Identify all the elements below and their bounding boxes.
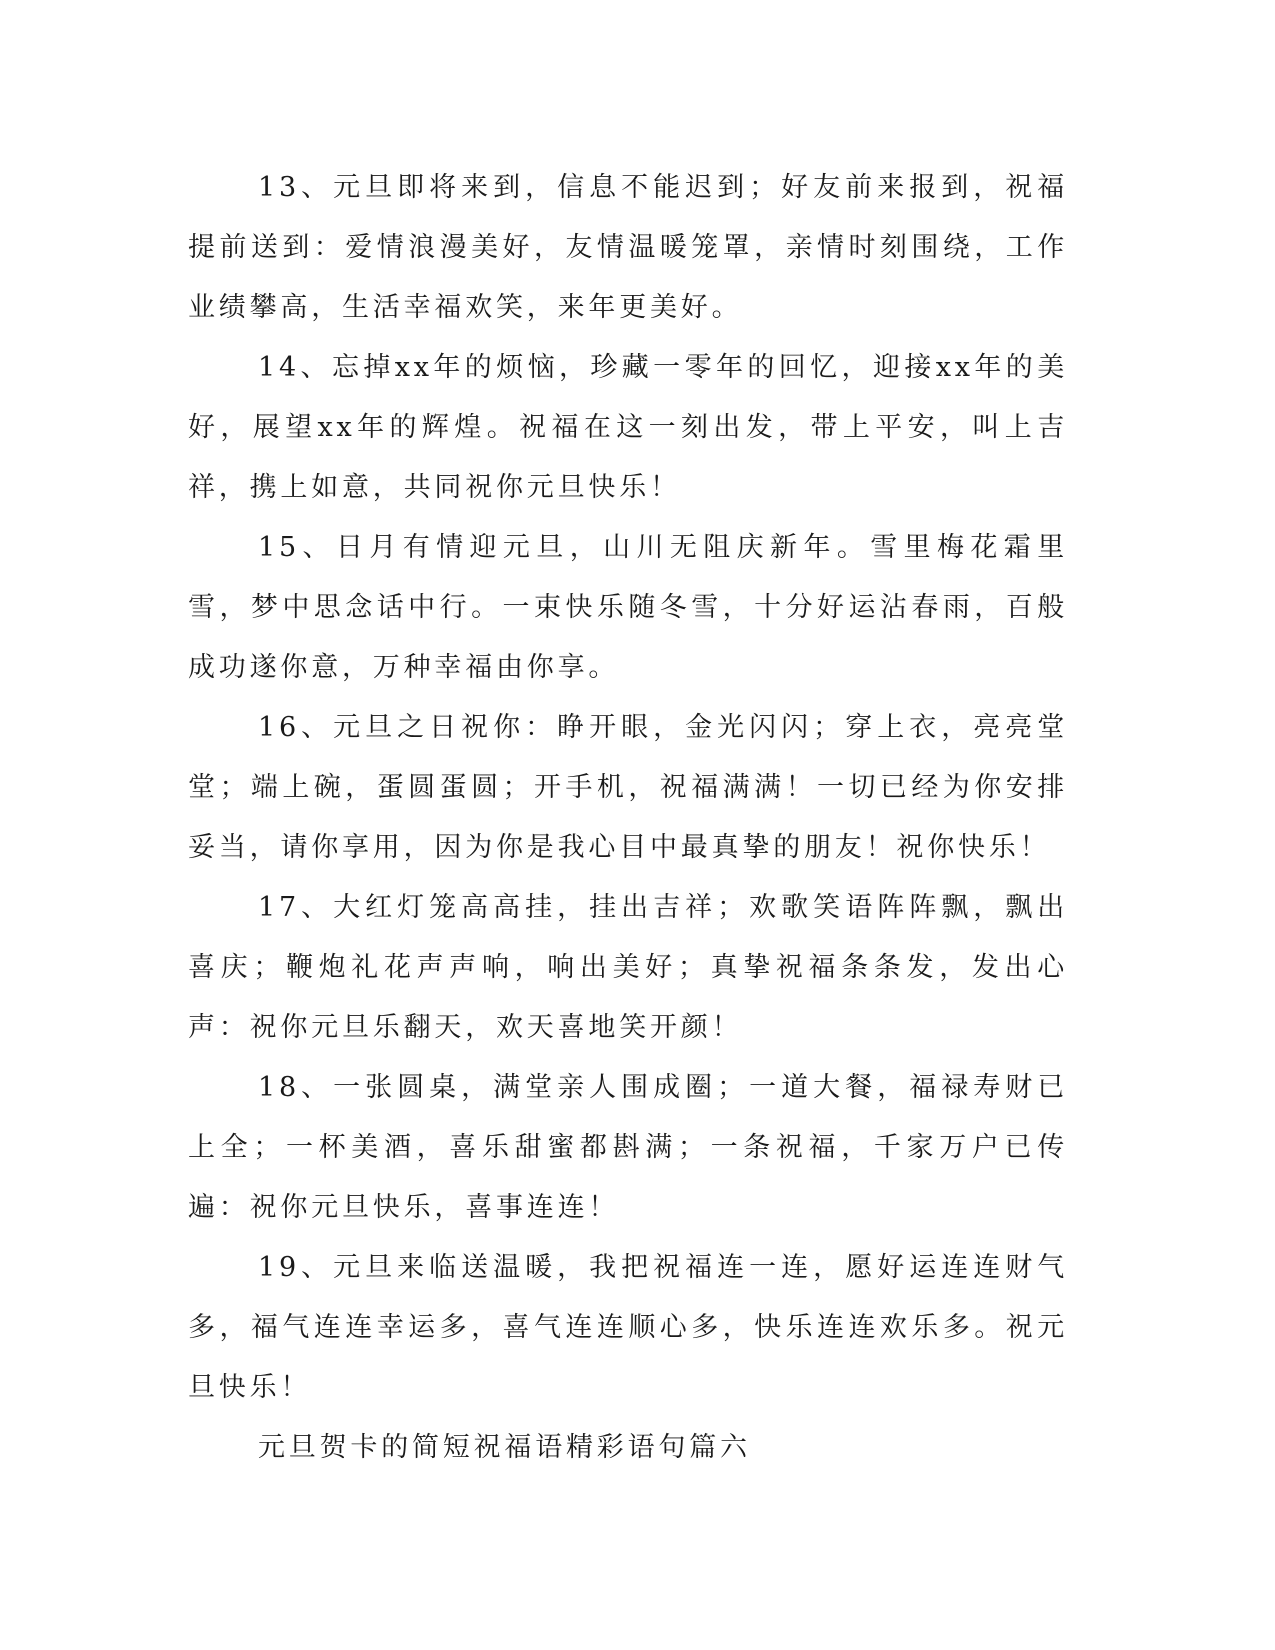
paragraph-13: 13、元旦即将来到，信息不能迟到；好友前来报到，祝福提前送到：爱情浪漫美好，友情温暖笼罩，亲情时刻围绕，工作业绩攀高，生活幸福欢笑，来年更美好。 xyxy=(188,172,1068,323)
paragraph-18: 18、一张圆桌，满堂亲人围成圈；一道大餐，福禄寿财已上全；一杯美酒，喜乐甜蜜都斟满；一条祝福，千家万户已传遍：祝你元旦快乐，喜事连连！ xyxy=(188,1072,1068,1223)
paragraph-16: 16、元旦之日祝你：睁开眼，金光闪闪；穿上衣，亮亮堂堂；端上碗，蛋圆蛋圆；开手机，祝福满满！一切已经为你安排妥当，请你享用，因为你是我心目中最真挚的朋友！祝你快乐！ xyxy=(188,712,1068,863)
paragraph-15: 15、日月有情迎元旦，山川无阻庆新年。雪里梅花霜里雪，梦中思念话中行。一束快乐随冬雪，十分好运沾春雨，百般成功遂你意，万种幸福由你享。 xyxy=(188,532,1068,683)
document-body xyxy=(188,158,1068,1478)
paragraph-14: 14、忘掉xx年的烦恼，珍藏一零年的回忆，迎接xx年的美好，展望xx年的辉煌。祝福在这一刻出发，带上平安，叫上吉祥，携上如意，共同祝你元旦快乐！ xyxy=(188,352,1068,503)
paragraph-19: 19、元旦来临送温暖，我把祝福连一连，愿好运连连财气多，福气连连幸运多，喜气连连顺心多，快乐连连欢乐多。祝元旦快乐！ xyxy=(188,1252,1068,1403)
paragraph-17: 17、大红灯笼高高挂，挂出吉祥；欢歌笑语阵阵飘，飘出喜庆；鞭炮礼花声声响，响出美好；真挚祝福条条发，发出心声：祝你元旦乐翻天，欢天喜地笑开颜！ xyxy=(188,892,1068,1043)
section-heading: 元旦贺卡的简短祝福语精彩语句篇六 xyxy=(258,1432,751,1463)
